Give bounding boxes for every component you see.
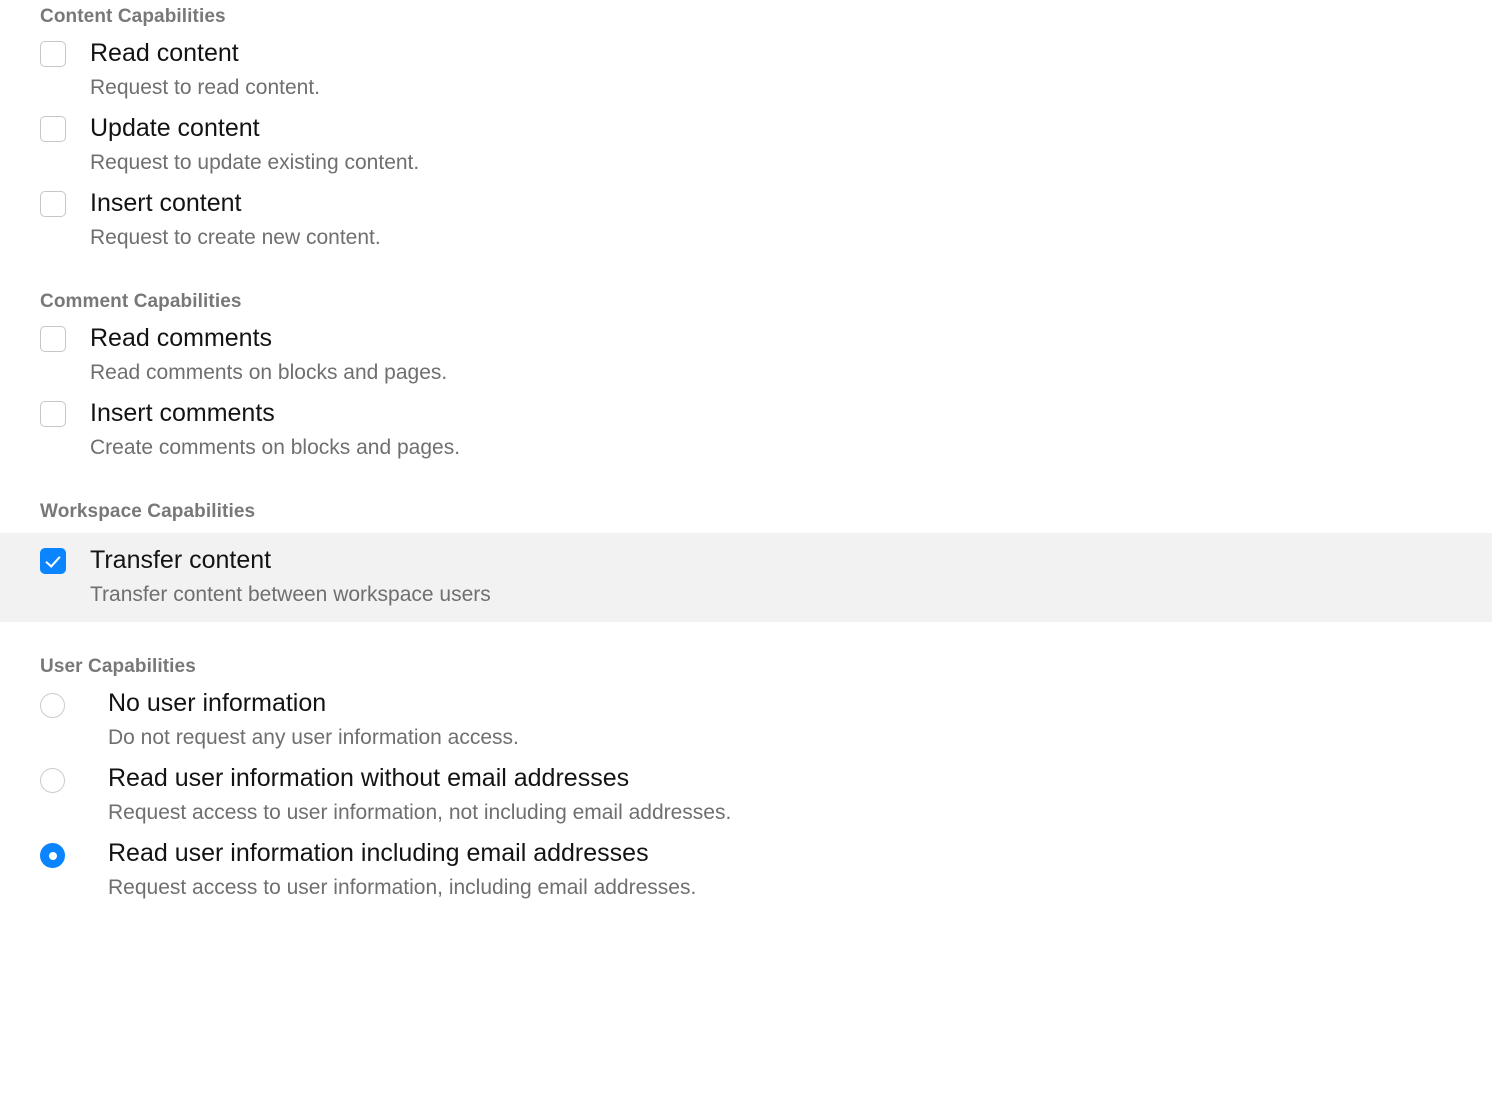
option-text — [90, 38, 1452, 101]
option-text — [90, 398, 1452, 461]
checkbox-insert-comments-container[interactable] — [40, 398, 90, 427]
option-row-insert-content[interactable] — [0, 178, 1492, 253]
option-description: Request access to user information, not including email addresses. — [108, 801, 732, 824]
option-text — [90, 188, 1452, 251]
checkbox-transfer-content-container[interactable] — [40, 545, 90, 574]
section-title: Comment Capabilities — [40, 291, 242, 312]
radio-no-user-information[interactable] — [40, 693, 65, 718]
option-description: Request access to user information, including email addresses. — [108, 876, 697, 899]
option-row-update-content[interactable] — [0, 103, 1492, 178]
radio-read-user-info-including-email-container[interactable] — [40, 838, 108, 868]
section-title: User Capabilities — [40, 656, 196, 677]
checkbox-transfer-content[interactable] — [40, 548, 66, 574]
option-label: Read content — [90, 39, 239, 67]
option-text — [90, 545, 1452, 608]
section-workspace-capabilities — [0, 463, 1492, 622]
checkbox-read-content-container[interactable] — [40, 38, 90, 67]
option-row-read-user-info-including-email[interactable] — [0, 828, 1492, 903]
checkbox-insert-comments[interactable] — [40, 401, 66, 427]
option-description: Create comments on blocks and pages. — [90, 436, 461, 459]
option-text — [90, 113, 1452, 176]
option-label: Read user information without email addresses — [108, 764, 630, 792]
radio-read-user-info-without-email[interactable] — [40, 768, 65, 793]
option-row-read-content[interactable] — [0, 28, 1492, 103]
checkbox-insert-content-container[interactable] — [40, 188, 90, 217]
checkbox-read-comments-container[interactable] — [40, 323, 90, 352]
option-description: Transfer content between workspace users — [90, 583, 491, 606]
option-row-read-comments[interactable] — [0, 313, 1492, 388]
radio-read-user-info-including-email[interactable] — [40, 843, 65, 868]
section-comment-capabilities — [0, 253, 1492, 463]
option-label: Update content — [90, 114, 260, 142]
option-label: Insert content — [90, 189, 242, 217]
option-label: Read user information including email addresses — [108, 839, 649, 867]
checkbox-read-content[interactable] — [40, 41, 66, 67]
section-title: Content Capabilities — [40, 6, 226, 27]
option-description: Request to read content. — [90, 76, 320, 99]
checkbox-update-content-container[interactable] — [40, 113, 90, 142]
radio-no-user-information-container[interactable] — [40, 688, 108, 718]
option-row-transfer-content[interactable] — [0, 533, 1492, 622]
section-user-capabilities — [0, 622, 1492, 903]
option-text — [108, 838, 1452, 901]
section-title: Workspace Capabilities — [40, 501, 256, 522]
option-text — [108, 763, 1452, 826]
option-description: Request to create new content. — [90, 226, 381, 249]
option-label: Transfer content — [90, 546, 272, 574]
option-text — [108, 688, 1452, 751]
option-row-no-user-information[interactable] — [0, 678, 1492, 753]
checkbox-insert-content[interactable] — [40, 191, 66, 217]
option-description: Request to update existing content. — [90, 151, 420, 174]
checkbox-update-content[interactable] — [40, 116, 66, 142]
radio-read-user-info-without-email-container[interactable] — [40, 763, 108, 793]
option-label: No user information — [108, 689, 327, 717]
option-row-read-user-info-without-email[interactable] — [0, 753, 1492, 828]
option-text — [90, 323, 1452, 386]
section-content-capabilities — [0, 0, 1492, 253]
option-row-insert-comments[interactable] — [0, 388, 1492, 463]
option-label: Insert comments — [90, 399, 275, 427]
option-description: Read comments on blocks and pages. — [90, 361, 448, 384]
option-label: Read comments — [90, 324, 273, 352]
checkbox-read-comments[interactable] — [40, 326, 66, 352]
option-description: Do not request any user information access. — [108, 726, 519, 749]
